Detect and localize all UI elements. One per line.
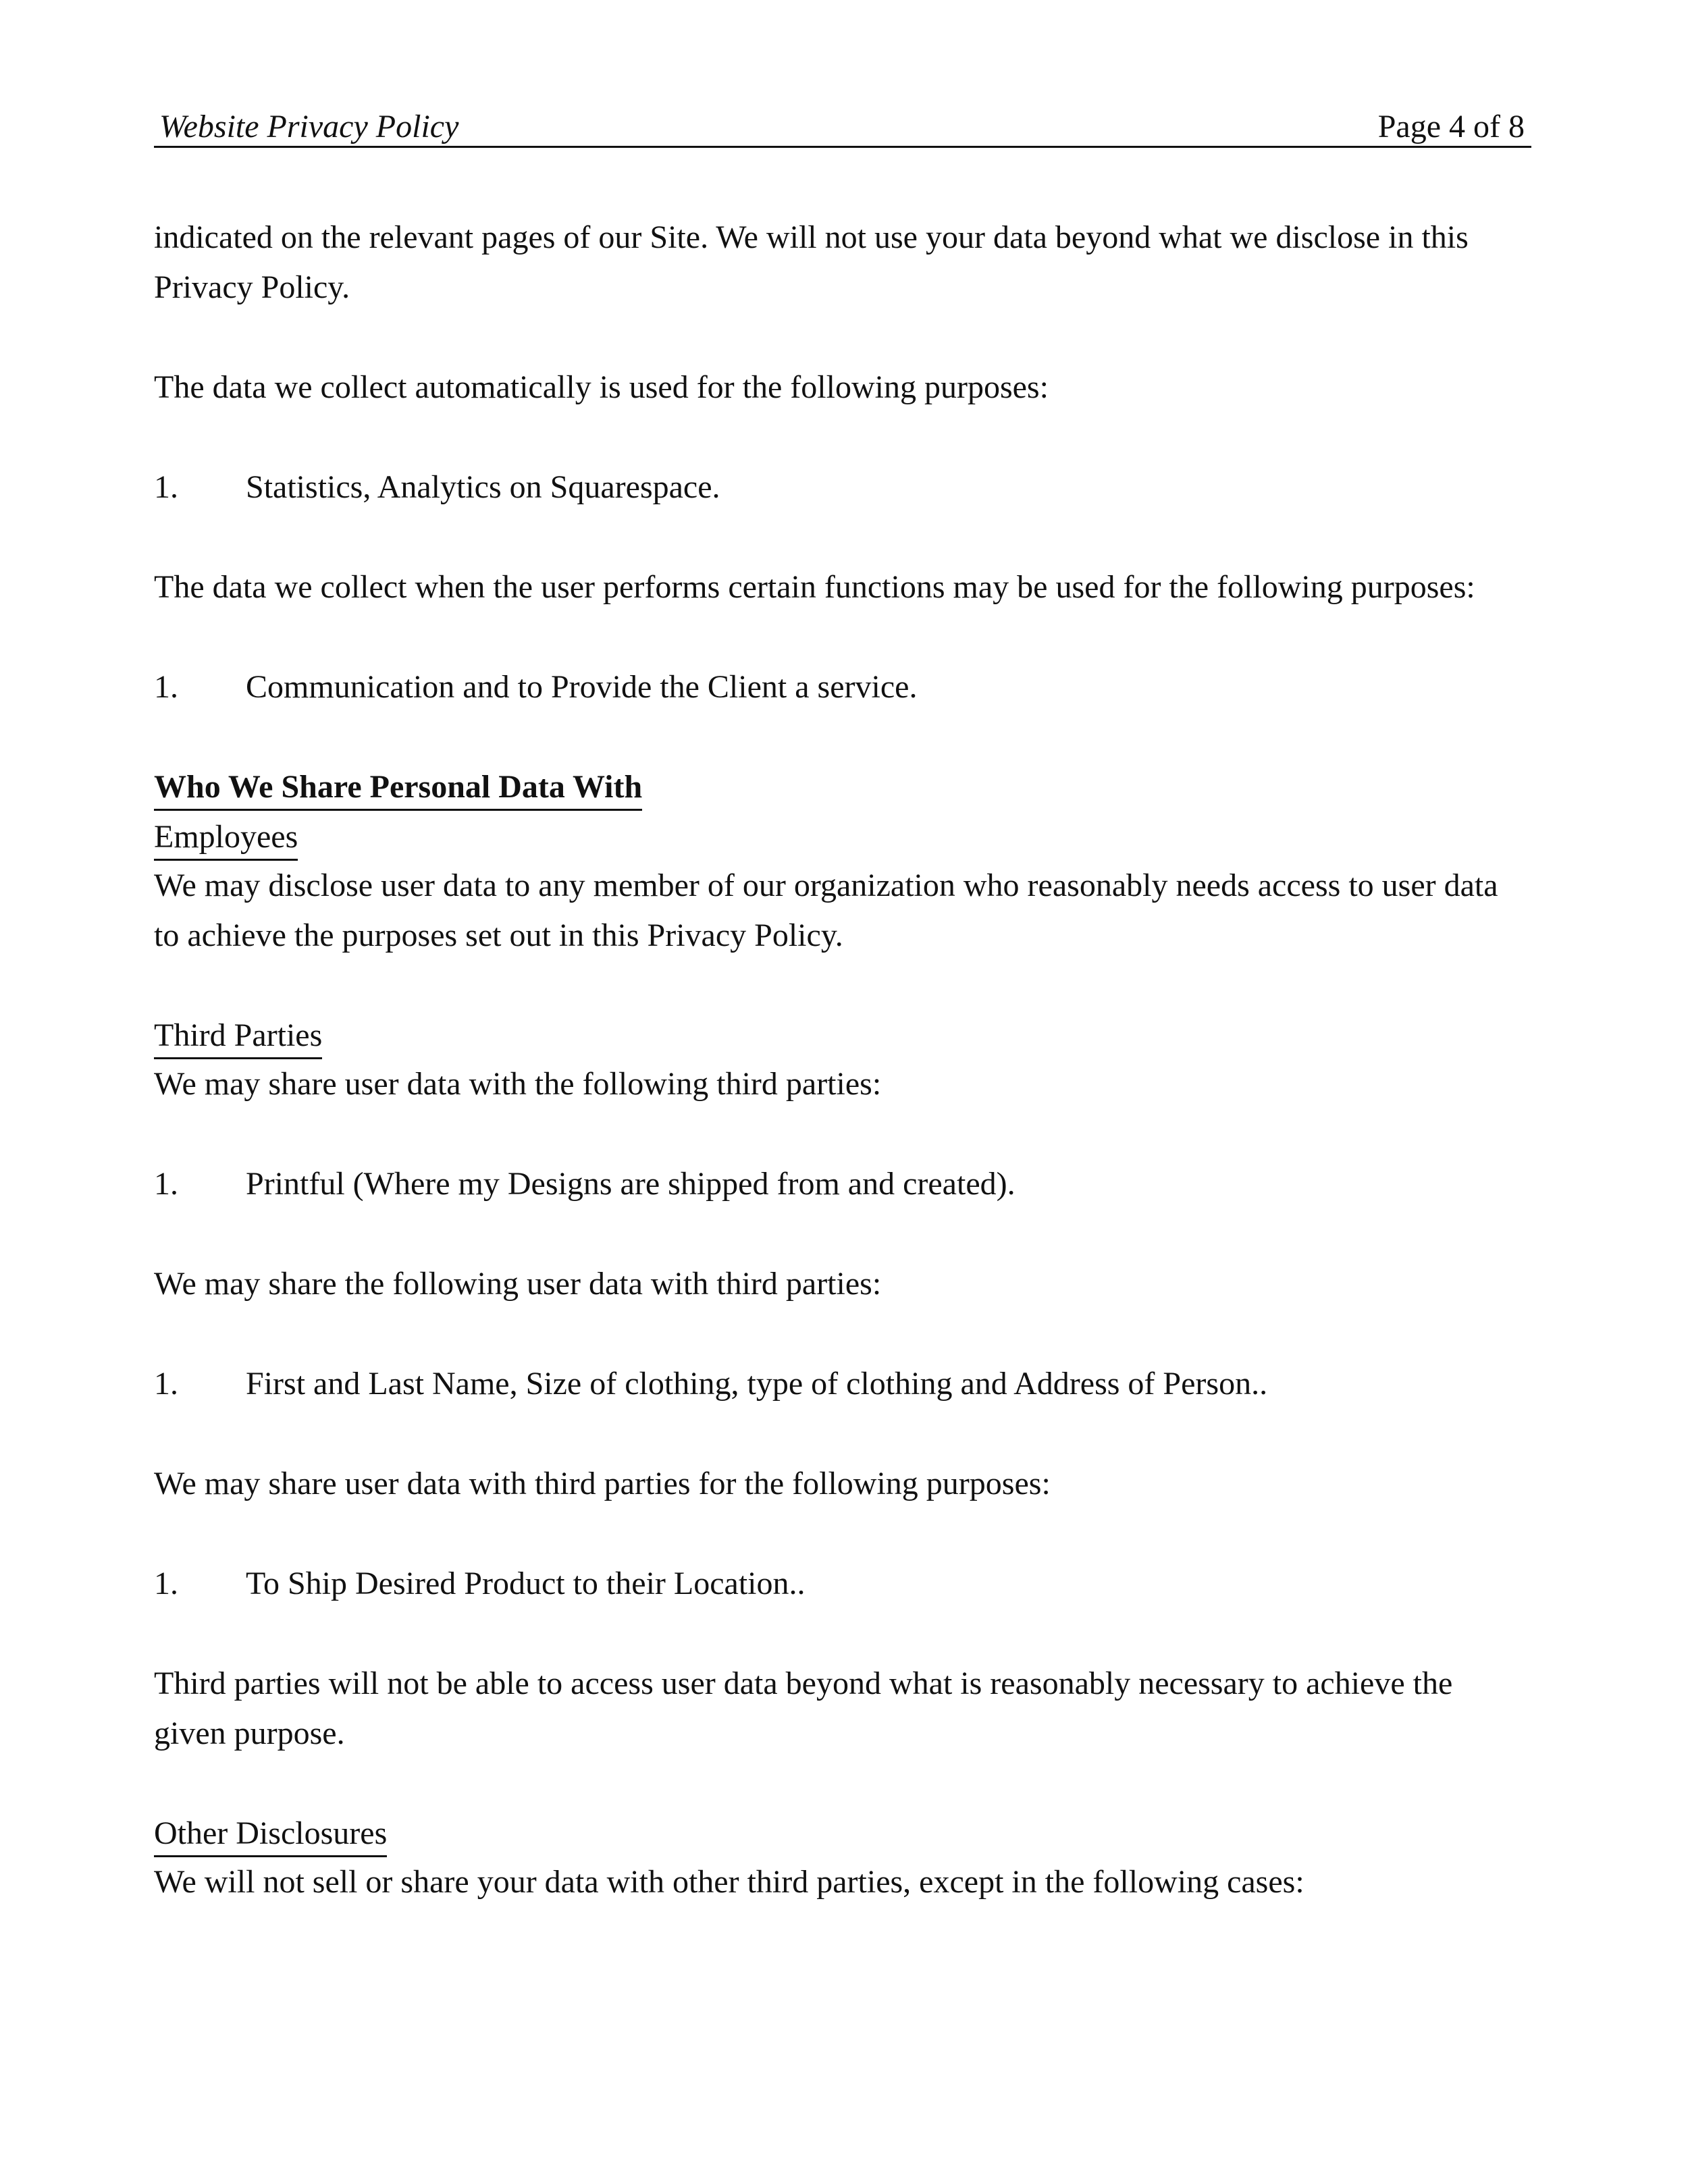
text-line: We may disclose user data to any member of our organization who reasonably needs access to user data <box>154 868 1498 903</box>
subheading-wrap <box>154 1809 1538 1864</box>
section-heading: Who We Share Personal Data With <box>154 767 642 811</box>
paragraph: The data we collect automatically is used for the following purposes: <box>154 369 1049 405</box>
paragraph <box>154 1659 1538 1759</box>
text-line: to achieve the purposes set out in this Privacy Policy. <box>154 917 843 953</box>
list-number: 1. <box>154 1566 178 1601</box>
subheading-third-parties: Third Parties <box>154 1015 322 1059</box>
list-item <box>154 1159 1538 1209</box>
text-line: Third parties will not be able to access user data beyond what is reasonably necessary to achieve the <box>154 1666 1453 1701</box>
paragraph: We may share the following user data with third parties: <box>154 1266 882 1302</box>
subheading-wrap <box>154 812 1538 868</box>
list-item <box>154 662 1538 712</box>
paragraph <box>154 213 1538 313</box>
list-number: 1. <box>154 1166 178 1202</box>
header-title: Website Privacy Policy <box>159 109 459 144</box>
subheading-employees: Employees <box>154 817 298 861</box>
text-line: Privacy Policy. <box>154 269 350 305</box>
list-text: Statistics, Analytics on Squarespace. <box>246 469 720 505</box>
list-text: Printful (Where my Designs are shipped from and created). <box>246 1166 1016 1202</box>
list-item <box>154 1359 1538 1409</box>
subheading-other-disclosures: Other Disclosures <box>154 1813 387 1857</box>
list-item <box>154 462 1538 512</box>
subheading-wrap <box>154 1011 1538 1066</box>
list-text: Communication and to Provide the Client a service. <box>246 669 918 705</box>
list-item <box>154 1559 1538 1609</box>
text-line: indicated on the relevant pages of our Site. We will not use your data beyond what we disclose in this <box>154 219 1469 255</box>
section-heading-wrap <box>154 762 1538 818</box>
paragraph: The data we collect when the user performs certain functions may be used for the following purposes: <box>154 569 1475 605</box>
paragraph <box>154 861 1538 961</box>
paragraph: We may share user data with third parties for the following purposes: <box>154 1466 1051 1501</box>
text-line: given purpose. <box>154 1715 345 1751</box>
page-number: Page 4 of 8 <box>1377 109 1525 144</box>
list-number: 1. <box>154 1366 178 1402</box>
list-number: 1. <box>154 469 178 505</box>
list-text: First and Last Name, Size of clothing, type of clothing and Address of Person.. <box>246 1366 1268 1402</box>
paragraph: We will not sell or share your data with other third parties, except in the following cases: <box>154 1864 1304 1900</box>
document-body <box>154 213 1538 1907</box>
list-text: To Ship Desired Product to their Location.. <box>246 1566 806 1601</box>
list-number: 1. <box>154 669 178 705</box>
paragraph: We may share user data with the following third parties: <box>154 1066 882 1102</box>
page-header <box>154 108 1531 148</box>
